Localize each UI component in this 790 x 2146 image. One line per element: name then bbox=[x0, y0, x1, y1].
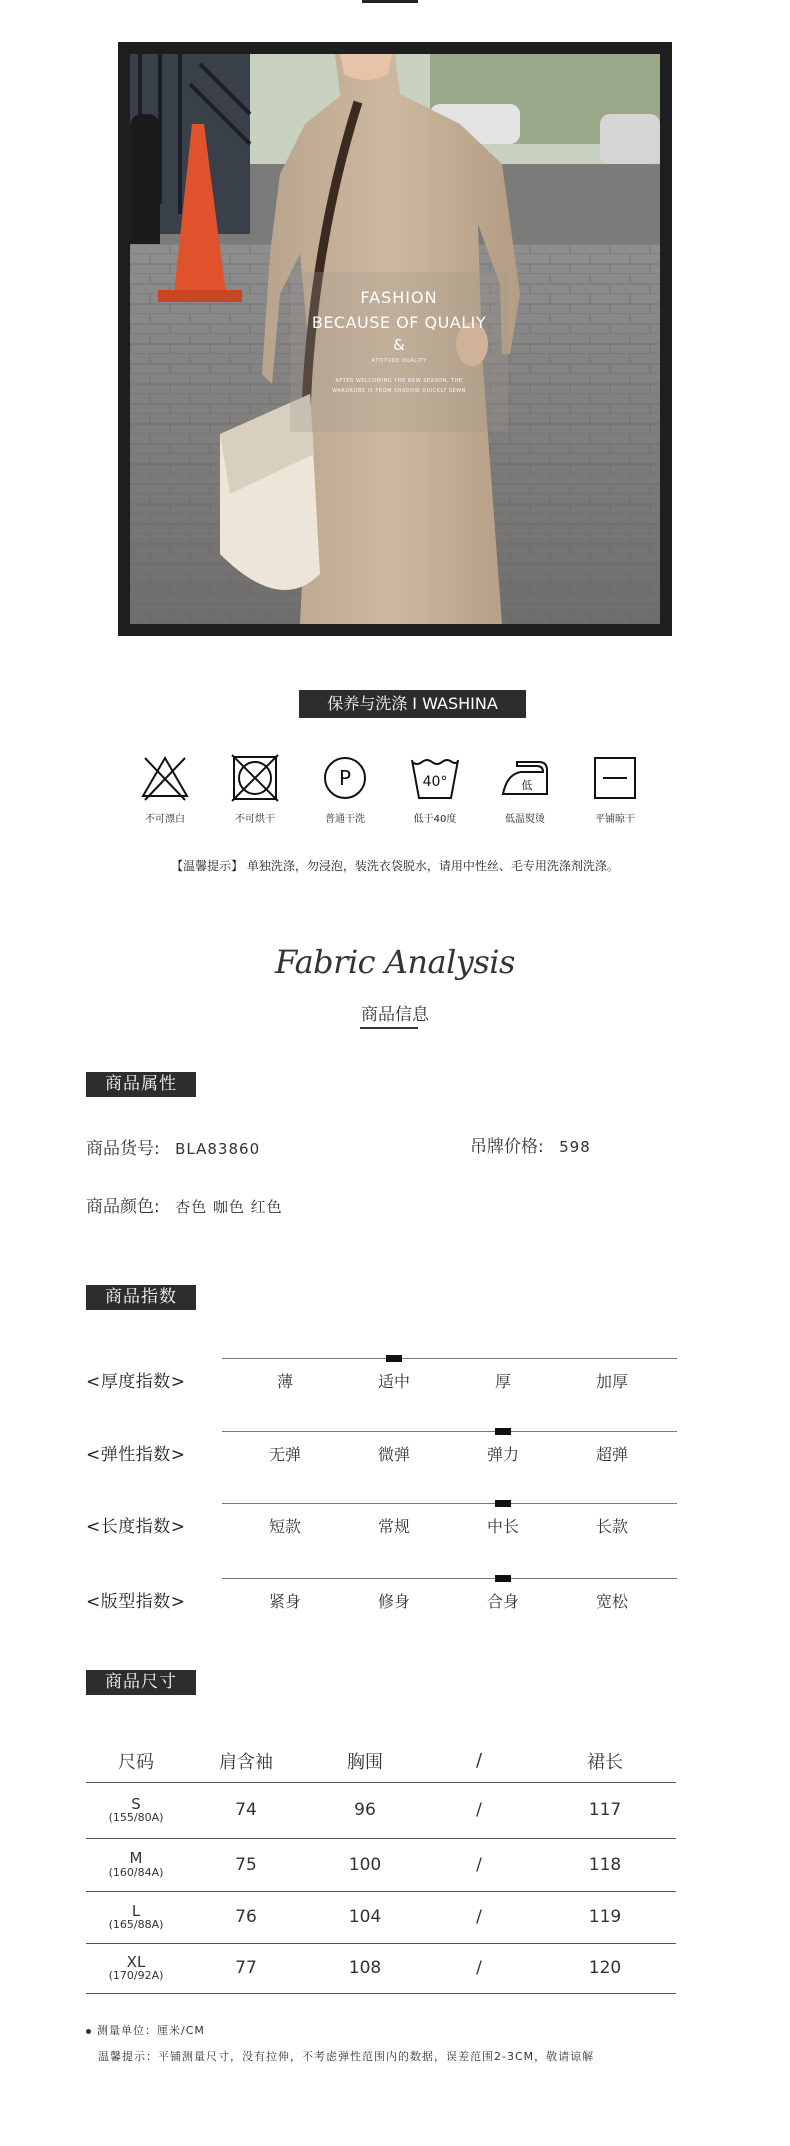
shoulder-cell: 74 bbox=[186, 1782, 306, 1838]
index-scale-line bbox=[222, 1578, 677, 1579]
length-cell: 117 bbox=[534, 1782, 676, 1838]
size-table-header bbox=[86, 1740, 676, 1782]
column-header: 肩含袖 bbox=[186, 1740, 306, 1782]
sku-row bbox=[86, 1134, 260, 1159]
index-option: 长款 bbox=[595, 1517, 628, 1536]
length-cell: 120 bbox=[534, 1943, 676, 1993]
attributes-section-tag: 商品属性 bbox=[86, 1072, 196, 1097]
index-option: 修身 bbox=[377, 1592, 410, 1611]
care-item-low-iron bbox=[480, 752, 570, 825]
color-label: 商品颜色: bbox=[86, 1197, 160, 1217]
size-cell bbox=[86, 1943, 186, 1993]
hero-headline-2: BECAUSE OF QUALIY bbox=[311, 313, 487, 332]
no-bleach-icon bbox=[139, 752, 191, 804]
size-code: L bbox=[131, 1901, 141, 1920]
wash-40-icon bbox=[409, 752, 461, 804]
table-row bbox=[86, 1891, 676, 1943]
care-label: 不可烘干 bbox=[235, 814, 275, 825]
color-value: 杏色 咖色 红色 bbox=[175, 1198, 283, 1216]
care-section-title: 保养与洗涤 I WASHINA bbox=[299, 690, 526, 718]
wash-temperature: 40° bbox=[422, 774, 448, 790]
hero-ampersand: & bbox=[393, 336, 405, 354]
shoulder-cell: 76 bbox=[186, 1891, 306, 1943]
column-header: 裙长 bbox=[534, 1740, 676, 1782]
indexes-section-tag: 商品指数 bbox=[86, 1285, 196, 1310]
hero-headline-1: FASHION bbox=[360, 288, 438, 307]
index-option: 厚 bbox=[494, 1372, 511, 1391]
table-row bbox=[86, 1943, 676, 1993]
measurement-unit-text: 测量单位：厘米/CM bbox=[97, 2024, 205, 2037]
column-header: 胸围 bbox=[306, 1740, 424, 1782]
index-marker bbox=[495, 1500, 511, 1507]
care-label: 低于40度 bbox=[413, 814, 457, 825]
length-cell: 118 bbox=[534, 1838, 676, 1891]
index-option: 合身 bbox=[486, 1592, 519, 1611]
index-option: 无弹 bbox=[268, 1445, 301, 1464]
iron-level: 低 bbox=[521, 779, 533, 792]
care-label: 平铺晾干 bbox=[595, 814, 635, 825]
index-marker bbox=[386, 1355, 402, 1362]
size-cell bbox=[86, 1891, 186, 1943]
hero-text-overlay bbox=[290, 272, 508, 432]
table-row bbox=[86, 1782, 676, 1838]
bust-cell: 96 bbox=[306, 1782, 424, 1838]
index-option: 紧身 bbox=[268, 1592, 301, 1611]
care-item-flat-dry bbox=[570, 752, 660, 825]
index-option: 短款 bbox=[268, 1517, 301, 1536]
care-item-no-tumble-dry bbox=[210, 752, 300, 825]
care-label: 不可漂白 bbox=[145, 814, 185, 825]
sizes-section-tag: 商品尺寸 bbox=[86, 1670, 196, 1695]
index-option: 常规 bbox=[377, 1517, 410, 1536]
column-header: 尺码 bbox=[86, 1740, 186, 1782]
slash-cell: / bbox=[424, 1782, 534, 1838]
size-cell bbox=[86, 1838, 186, 1891]
bust-cell: 100 bbox=[306, 1838, 424, 1891]
slash-cell: / bbox=[424, 1838, 534, 1891]
hero-small-text-2: AFTER WELCOMING THE NEW SEASON, THE bbox=[335, 378, 463, 384]
price-value: 598 bbox=[559, 1138, 591, 1156]
size-spec: (170/92A) bbox=[108, 1969, 164, 1983]
index-label: <厚度指数> bbox=[86, 1372, 186, 1392]
shoulder-cell: 77 bbox=[186, 1943, 306, 1993]
flat-dry-icon bbox=[589, 752, 641, 804]
index-label: <长度指数> bbox=[86, 1517, 186, 1537]
care-item-dry-clean bbox=[300, 752, 390, 825]
bust-cell: 108 bbox=[306, 1943, 424, 1993]
price-row bbox=[470, 1132, 591, 1157]
index-marker bbox=[495, 1575, 511, 1582]
care-icon-row bbox=[120, 752, 660, 825]
svg-text:P: P bbox=[338, 766, 352, 790]
fabric-analysis-title: Fabric Analysis bbox=[275, 943, 515, 981]
low-iron-icon bbox=[499, 752, 551, 804]
length-cell: 119 bbox=[534, 1891, 676, 1943]
color-row bbox=[86, 1192, 283, 1217]
care-label: 普通干洗 bbox=[325, 814, 365, 825]
price-label: 吊牌价格: bbox=[470, 1137, 544, 1157]
sku-label: 商品货号: bbox=[86, 1139, 160, 1159]
measurement-unit-note bbox=[86, 2022, 205, 2038]
index-label: <弹性指数> bbox=[86, 1445, 186, 1465]
size-code: S bbox=[131, 1794, 141, 1813]
index-option: 适中 bbox=[377, 1372, 410, 1391]
size-code: XL bbox=[126, 1952, 146, 1971]
index-scale-line bbox=[222, 1358, 677, 1359]
slash-cell: / bbox=[424, 1891, 534, 1943]
index-option: 弹力 bbox=[486, 1445, 519, 1464]
hero-photo-frame bbox=[118, 42, 672, 636]
hero-photo bbox=[130, 54, 660, 624]
index-scale-line bbox=[222, 1431, 677, 1432]
index-option: 薄 bbox=[276, 1372, 293, 1391]
care-label: 低温熨烫 bbox=[505, 814, 545, 825]
care-note: 【温馨提示】 单独洗涤，勿浸泡，装洗衣袋脱水，请用中性丝、毛专用洗涤剂洗涤。 bbox=[171, 859, 619, 873]
index-option: 宽松 bbox=[595, 1592, 628, 1611]
shoulder-cell: 75 bbox=[186, 1838, 306, 1891]
subtitle-underline bbox=[360, 1027, 418, 1029]
index-option: 中长 bbox=[486, 1517, 519, 1536]
index-label: <版型指数> bbox=[86, 1592, 186, 1612]
top-divider bbox=[362, 0, 418, 3]
index-option: 加厚 bbox=[595, 1372, 628, 1391]
size-spec: (160/84A) bbox=[108, 1865, 164, 1879]
index-scale-line bbox=[222, 1503, 677, 1504]
size-spec: (165/88A) bbox=[108, 1918, 164, 1932]
no-tumble-dry-icon bbox=[229, 752, 281, 804]
table-row bbox=[86, 1838, 676, 1891]
column-header: / bbox=[424, 1740, 534, 1782]
care-item-no-bleach bbox=[120, 752, 210, 825]
size-spec: (155/80A) bbox=[108, 1811, 164, 1825]
product-info-subtitle: 商品信息 bbox=[361, 1005, 429, 1025]
size-code: M bbox=[129, 1849, 143, 1868]
index-marker bbox=[495, 1428, 511, 1435]
hero-small-text-1: ATTITUDE QUALITY bbox=[371, 358, 427, 364]
bullet-dot bbox=[86, 2029, 91, 2034]
care-item-wash-40 bbox=[390, 752, 480, 825]
size-cell bbox=[86, 1782, 186, 1838]
sku-value: BLA83860 bbox=[175, 1140, 261, 1158]
index-option: 超弹 bbox=[595, 1445, 628, 1464]
slash-cell: / bbox=[424, 1943, 534, 1993]
dry-clean-p-icon bbox=[319, 752, 371, 804]
index-option: 微弹 bbox=[377, 1445, 410, 1464]
measurement-tip-note: 温馨提示：平铺测量尺寸，没有拉伸，不考虑弹性范围内的数据，误差范围2-3CM，敬请谅解 bbox=[98, 2050, 595, 2063]
size-table bbox=[86, 1740, 676, 1994]
hero-small-text-3: WARDROBE IS FROM SHADOW QUICKLY SEWN bbox=[332, 388, 466, 394]
bust-cell: 104 bbox=[306, 1891, 424, 1943]
